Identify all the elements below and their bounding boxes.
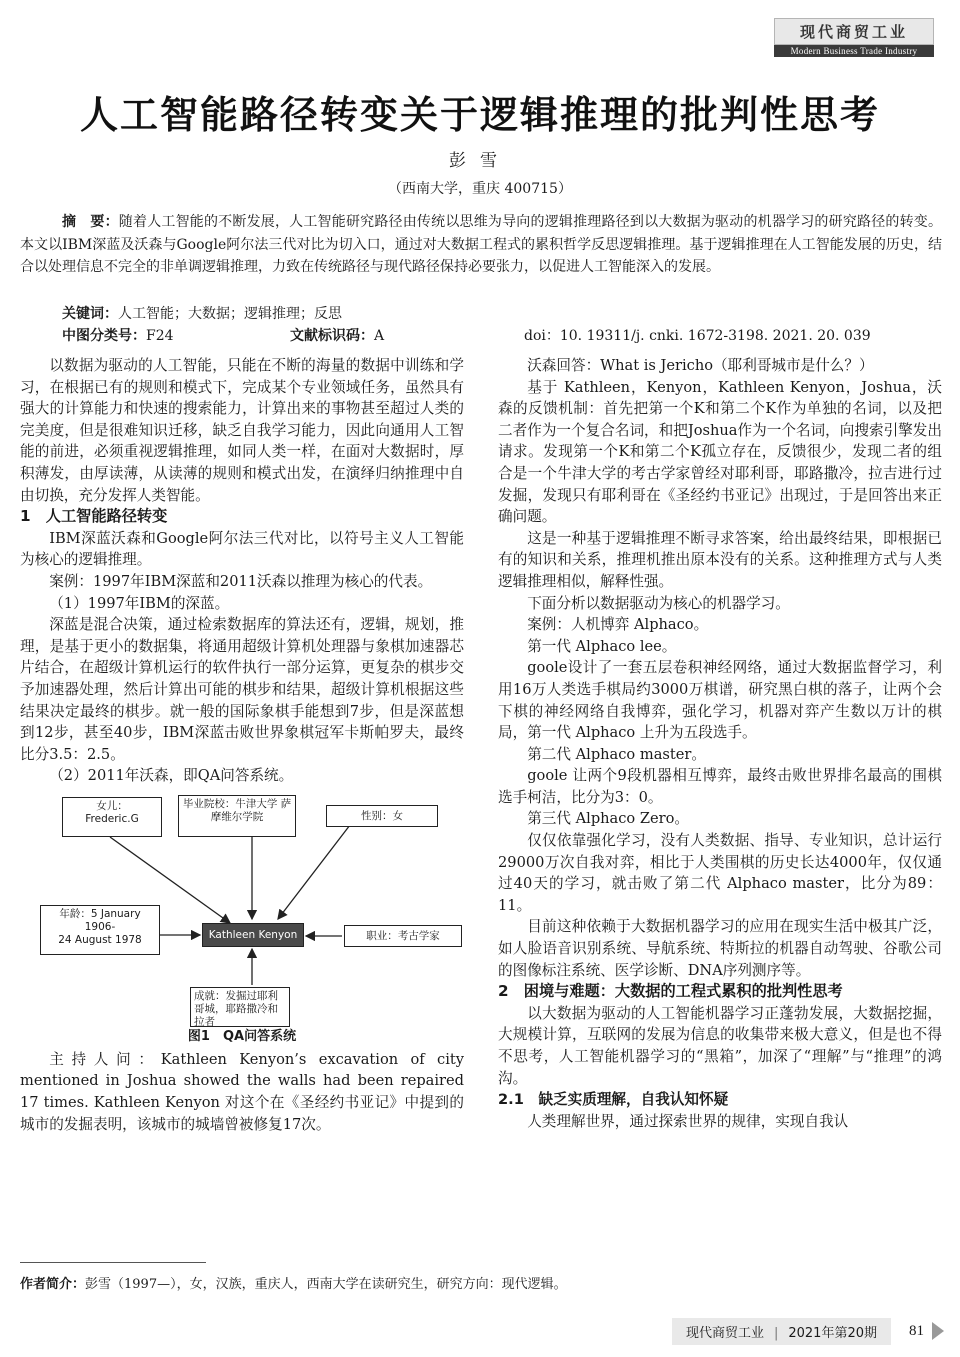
footer-journal-issue: 现代商贸工业 | 2021年第20期 [672,1318,891,1345]
doc-code-label: 文献标识码： [290,328,374,344]
node-school: 毕业院校：牛津大学 萨摩维尔学院 [178,795,296,837]
clc-number [62,325,174,345]
paragraph: 基于 Kathleen，Kenyon，Kathleen Kenyon，Joshua，沃森的反馈机制：首先把第一个K和第二个K作为单独的名词，以及把二者作为一个复合名词，和把Joshua作为一个名词，向搜索引擎发出请求。发现第一个K和第二个K孤立存在，反馈很少，发现二者的组合是一个牛津大学的考古学家曾经对耶利哥，耶路撒冷，拉吉进行过发掘，发现只有耶利哥在《圣经约书亚记》出现过，于是回答出来正确问题。 [498,378,942,526]
paragraph: 第三代 Alphaco Zero。 [527,810,689,828]
paragraph: 下面分析以数据驱动为核心的机器学习。 [527,594,790,612]
journal-name-en: Modern Business Trade Industry [774,45,934,57]
footnote-label: 作者简介： [20,1277,86,1292]
section-2-1-heading: 2.1 缺乏实质理解，自我认知怀疑 [498,1091,729,1109]
footnote-text: 彭雪（1997—），女，汉族，重庆人，西南大学在读研究生，研究方向：现代逻辑。 [85,1277,567,1292]
journal-name-cn: 现代商贸工业 [774,18,934,45]
footer-journal: 现代商贸工业 [685,1325,764,1341]
right-column [498,355,942,1132]
footer-issue: 2021年第20期 [788,1325,877,1341]
abstract-text: 随着人工智能的不断发展，人工智能研究路径由传统以思维为导向的逻辑推理路径到以大数据为驱动的机器学习的研究路径的转变。本文以IBM深蓝及沃森与Google阿尔法三代对比为切入口，通过对大数据工程式的累积哲学反思逻辑推理。基于逻辑推理在人工智能发展的历史，结合以处理信息不完全的非单调逻辑推理，力致在传统路径与现代路径保持必要张力，以促进人工智能深入的发展。 [20,214,943,275]
paragraph: 人类理解世界，通过探索世界的规律，实现自我认 [527,1112,849,1130]
author-name: 彭雪 [449,151,511,171]
clc-label: 中图分类号： [62,328,146,344]
paragraph: goole设计了一套五层卷积神经网络，通过大数据监督学习，利用16万人类选手棋局约3000万棋谱，研究黑白棋的落子，让两个会下棋的神经网络自我博弈，强化学习，机器对弈产生数以万计的棋局，第一代 Alphaco 上升为五段选手。 [498,659,942,742]
keywords-text: 人工智能；大数据；逻辑推理；反思 [118,306,342,322]
node-age: 年龄：5 January 1906- 24 August 1978 [40,905,160,955]
paragraph: 案例：人机博弈 Alphaco。 [527,616,709,634]
keywords [62,303,342,323]
paragraph: 第一代 Alphaco lee。 [527,637,677,655]
paragraph: 深蓝是混合决策，通过检索数据库的算法还有，逻辑，规划，推理，是基于更小的数据集，将通用超级计算机处理器与象棋加速器芯片结合，在超级计算机运行的软件执行一部分运算，更复杂的棋步交予加速器处理，然后计算出可能的棋步和结果，超级计算机根据这些结果决定最终的棋步。就一般的国际象棋手能想到7步，但是深蓝想到12步，甚至40步，IBM深蓝击败世界象棋冠军卡斯帕罗夫，最终比分3.5：2.5。 [20,616,464,763]
paragraph: 主持人问：Kathleen Kenyon’s excavation of city mentioned in Joshua showed the walls had been repaired 17 times. Kathleen Kenyon 对这个在《圣经约书亚记》中提到的城市的发掘表明，该城市的城墙曾被修复17次。 [20,1050,464,1133]
author-bio-footnote [20,1273,567,1292]
paragraph: 目前这种依赖于大数据机器学习的应用在现实生活中极其广泛，如人脸语音识别系统、导航系统、特斯拉的机器自动驾驶、谷歌公司的图像标注系统、医学诊断、DNA序列测序等。 [498,918,942,979]
paragraph: 这是一种基于逻辑推理不断寻求答案，给出最终结果，即根据已有的知识和关系，推理机推出原本没有的关系。这种推理方式与人类逻辑推理相似，解释性强。 [498,529,942,590]
paragraph: （2）2011年沃森，即QA问答系统。 [49,767,294,785]
left-column [20,355,464,1135]
clc-value: F24 [146,328,174,344]
node-kathleen-kenyon: Kathleen Kenyon [202,923,304,947]
node-achievement: 成就：发掘过耶利哥城，耶路撒冷和拉者 [190,987,290,1027]
abstract [20,211,942,279]
section-2-heading: 2 困境与难题：大数据的工程式累积的批判性思考 [498,982,843,1001]
author-affiliation: （西南大学，重庆 400715） [388,181,572,197]
page-arrow-icon [932,1322,944,1340]
page-footer [672,1318,944,1344]
section-1-heading: 1 人工智能路径转变 [20,507,168,526]
doi: doi：10. 19311/j. cnki. 1672-3198. 2021. 20. 039 [524,328,871,344]
paragraph: 仅仅依靠强化学习，没有人类数据、指导、专业知识，总计运行29000万次自我对弈，相比于人类围棋的历史长达4000年，仅仅通过40天的学习，就击败了第二代 Alphaco master，比分为89：11。 [498,832,942,914]
keywords-label: 关键词： [62,306,118,322]
intro-paragraph: 以数据为驱动的人工智能，只能在不断的海量的数据中训练和学习，在根据已有的规则和模式下，完成某个专业领域任务，虽然具有强大的计算能力和快速的搜索能力，计算出来的事物甚至超过人类的完美度，但是很难知识迁移，缺乏自我学习能力，因此向通用人工智能的前进，必须重视逻辑推理，如同人类一样，在面对大数据时，厚积薄发，由厚读薄，从读薄的规则和模式出发，在演绎归纳推理中自由切换，充分发挥人类智能。 [20,357,464,504]
abstract-label: 摘 要： [62,214,119,230]
paragraph: 沃森回答：What is Jericho（耶利哥城市是什么？） [527,357,874,374]
paragraph: （1）1997年IBM的深蓝。 [49,594,230,612]
paragraph: 第二代 Alphaco master。 [527,745,706,763]
paragraph: 以大数据为驱动的人工智能机器学习正蓬勃发展，大数据挖掘，大规模计算，互联网的发展为信息的收集带来极大意义，但是也不得不思考，人工智能机器学习的“黑箱”，加深了“理解”与“推理”的鸿沟。 [498,1004,942,1087]
node-daughter: 女儿： Frederic.G [62,797,162,837]
footnote-divider [20,1262,206,1263]
paragraph: IBM深蓝沃森和Google阿尔法三代对比，以符号主义人工智能为核心的逻辑推理。 [20,529,464,569]
paper-title: 人工智能路径转变关于逻辑推理的批判性思考 [79,93,880,137]
paragraph: goole 让两个9段机器相互博弈，最终击败世界排名最高的围棋选手柯洁，比分为3：0。 [498,767,942,806]
paragraph: 案例：1997年IBM深蓝和2011沃森以推理为核心的代表。 [49,572,433,590]
page-number: 81 [909,1322,924,1339]
journal-badge [774,18,934,57]
figure-caption: 图1 QA问答系统 [187,1028,297,1044]
document-code [290,325,384,345]
node-occupation: 职业：考古学家 [344,925,462,947]
node-gender: 性别：女 [326,805,438,827]
doc-code-value: A [374,328,385,344]
article-meta [62,325,942,345]
figure-qa-system [20,793,464,1028]
